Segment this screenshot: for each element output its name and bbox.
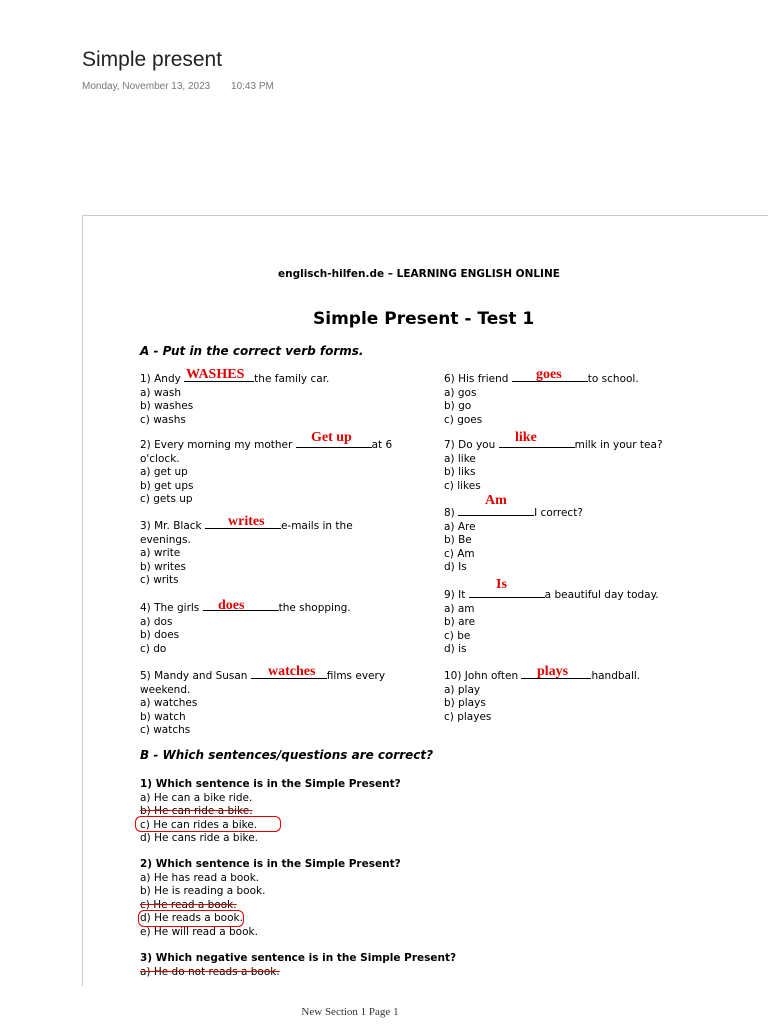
question-a4: 4) The girls the shopping. a) dos b) does c) do xyxy=(140,599,351,656)
question-a8: 8) I correct? a) Are b) Be c) Am d) Is xyxy=(444,504,583,575)
answer-a8: Am xyxy=(485,493,507,508)
answer-a7: like xyxy=(515,430,537,445)
question-a3: 3) Mr. Black e-mails in the evenings. a) write b) writes c) writs xyxy=(140,517,353,588)
page-date: Monday, November 13, 2023 xyxy=(82,81,211,92)
question-a6: 6) His friend to school. a) gos b) go c) goes xyxy=(444,370,639,427)
answer-a2: Get up xyxy=(311,430,352,445)
site-header: englisch-hilfen.de – LEARNING ENGLISH ONLINE xyxy=(278,268,560,280)
answer-a4: does xyxy=(218,598,245,613)
answer-a5: watches xyxy=(268,664,316,679)
answer-a1: WASHES xyxy=(186,367,245,382)
page-title: Simple present xyxy=(82,48,223,71)
section-a-heading: A - Put in the correct verb forms. xyxy=(140,344,364,358)
question-b1: 1) Which sentence is in the Simple Present? a) He can a bike ride. b) He can ride a bike. c) He can rides a bike. d) He cans ride a bike. xyxy=(140,778,401,844)
page-footer: New Section 1 Page 1 xyxy=(301,1006,399,1018)
question-a10: 10) John often handball. a) play b) plays c) playes xyxy=(444,667,640,724)
question-a7: 7) Do you milk in your tea? a) like b) liks c) likes xyxy=(444,436,663,493)
question-a2: 2) Every morning my mother at 6 o'clock. a) get up b) get ups c) gets up xyxy=(140,436,392,507)
answer-a3: writes xyxy=(228,514,265,529)
answer-a10: plays xyxy=(537,664,569,679)
question-a1: 1) Andy the family car. a) wash b) washes c) washs xyxy=(140,370,329,427)
answer-circle-b2 xyxy=(138,910,244,927)
question-b2: 2) Which sentence is in the Simple Present? a) He has read a book. b) He is reading a book. c) He read a book. d) He reads a book. e) He will read a book. xyxy=(140,858,401,938)
page-time: 10:43 PM xyxy=(231,81,274,92)
answer-circle-b1 xyxy=(135,816,281,832)
test-title: Simple Present - Test 1 xyxy=(313,309,535,329)
question-a9: 9) It a beautiful day today. a) am b) are c) be d) is xyxy=(444,586,659,657)
worksheet-image xyxy=(82,215,768,986)
answer-a9: Is xyxy=(496,577,507,592)
question-b3: 3) Which negative sentence is in the Simple Present? a) He do not reads a book. xyxy=(140,952,457,978)
page-timestamp xyxy=(82,81,274,92)
answer-a6: goes xyxy=(536,367,562,382)
section-b-heading: B - Which sentences/questions are correct? xyxy=(140,748,434,762)
question-a5: 5) Mandy and Susan films every weekend. a) watches b) watch c) watchs xyxy=(140,667,385,738)
